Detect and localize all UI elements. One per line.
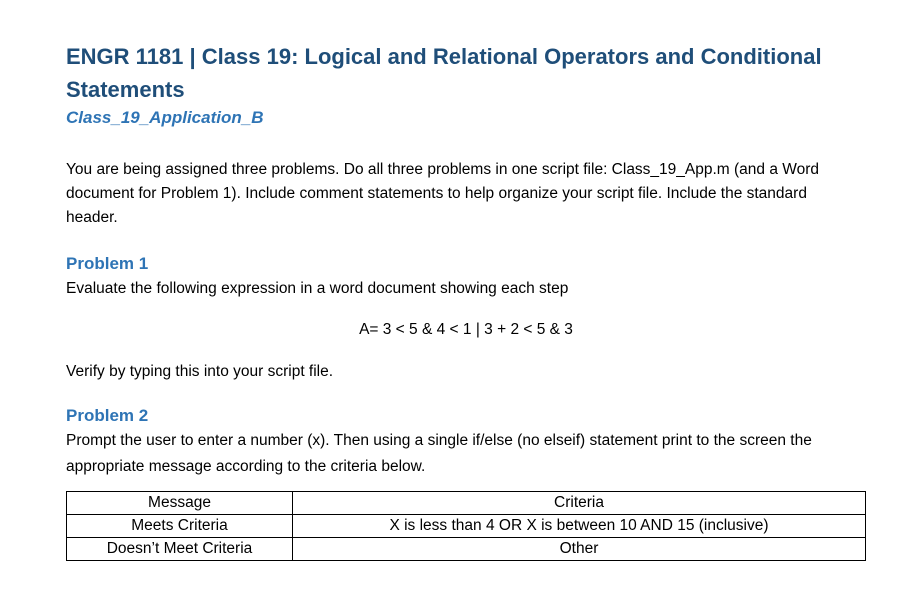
table-cell-message: Doesn’t Meet Criteria — [67, 538, 293, 561]
document-page — [66, 40, 866, 480]
page-title: ENGR 1181 | Class 19: Logical and Relational Operators and Conditional Statements — [66, 44, 822, 102]
problem-1-expression: A= 3 < 5 & 4 < 1 | 3 + 2 < 5 & 3 — [359, 321, 573, 338]
problem-1-heading: Problem 1 — [66, 254, 149, 273]
table-cell-criteria: Other — [293, 538, 866, 561]
page-subtitle: Class_19_Application_B — [66, 108, 264, 127]
table-cell-message: Meets Criteria — [67, 515, 293, 538]
table-cell-criteria: X is less than 4 OR X is between 10 AND 15 (inclusive) — [293, 515, 866, 538]
problem-2-instruction: Prompt the user to enter a number (x). Then using a single if/else (no elseif) statement print to the screen the appropriate message according to the criteria below. — [66, 432, 812, 475]
column-header-criteria: Criteria — [293, 492, 866, 515]
table-row — [67, 538, 866, 561]
intro-paragraph: You are being assigned three problems. Do all three problems in one script file: Class_19_App.m (and a Word document for Problem 1). Include comment statements to help organize your script file. Include the standard header. — [66, 161, 820, 226]
problem-2-heading: Problem 2 — [66, 406, 149, 425]
problem-1-verify-text: Verify by typing this into your script file. — [66, 363, 334, 380]
problem-1-instruction: Evaluate the following expression in a word document showing each step — [66, 280, 569, 297]
criteria-table — [66, 491, 866, 561]
table-row — [67, 515, 866, 538]
column-header-message: Message — [67, 492, 293, 515]
table-header-row — [67, 492, 866, 515]
